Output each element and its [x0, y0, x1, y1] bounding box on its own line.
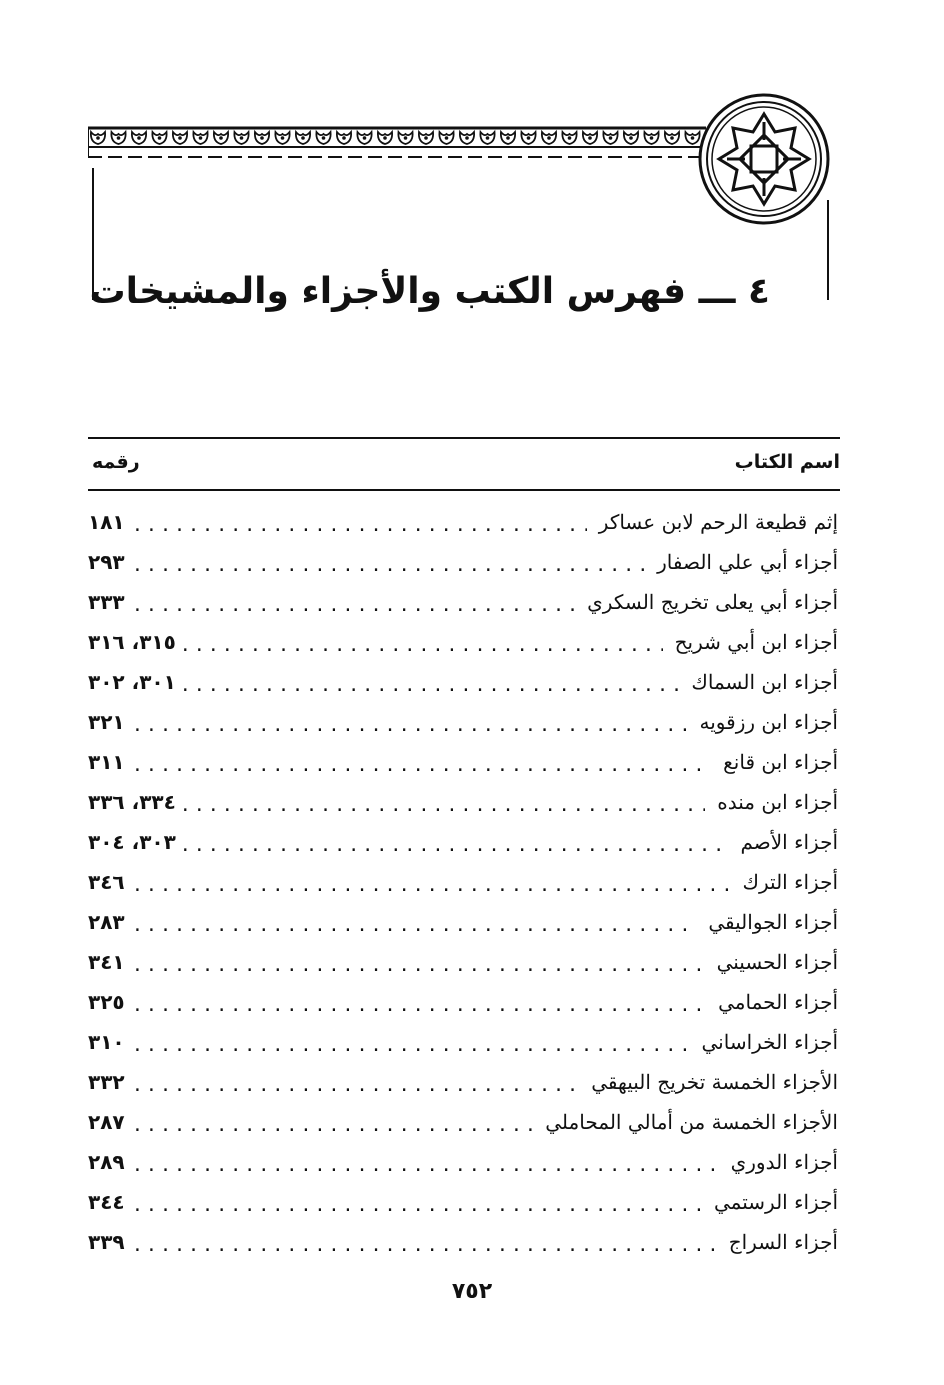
index-row: [88, 942, 838, 982]
floral-motif: [275, 132, 289, 144]
leader-dots: [180, 782, 705, 822]
floral-motif: [173, 132, 187, 144]
floral-motif: [501, 132, 515, 144]
index-row: [88, 1142, 838, 1182]
column-header-number: رقمه: [92, 451, 140, 473]
floral-motif: [193, 132, 207, 144]
table-top-rule: [88, 437, 840, 439]
book-name: أجزاء الأصم: [740, 830, 838, 854]
index-row: [88, 1222, 838, 1262]
index-row: [88, 1022, 838, 1062]
floral-motif: [255, 132, 269, 144]
book-name: أجزاء الترك: [742, 870, 838, 894]
floral-border-ornament: [88, 126, 706, 160]
floral-motif: [665, 132, 679, 144]
leader-dots: [132, 702, 688, 742]
book-number: ٣٣٢: [88, 1070, 125, 1094]
floral-motif: [624, 132, 638, 144]
book-name: الأجزاء الخمسة من أمالي المحاملي: [545, 1110, 838, 1134]
book-name: الأجزاء الخمسة تخريج البيهقي: [591, 1070, 838, 1094]
book-number: ٣٠١، ٣٠٢: [88, 670, 176, 694]
book-number: ٣٣٤، ٣٣٦: [88, 790, 176, 814]
index-row: [88, 502, 838, 542]
book-name: أجزاء الجواليقي: [708, 910, 838, 934]
page-number: ٧٥٢: [451, 1279, 493, 1304]
leader-dots: [180, 822, 729, 862]
floral-motif: [337, 132, 351, 144]
book-name: أجزاء أبي علي الصفار: [657, 550, 838, 574]
floral-motif: [152, 132, 166, 144]
floral-motif: [214, 132, 228, 144]
leader-dots: [132, 942, 705, 982]
geometric-star-ornament-icon: [697, 92, 831, 226]
leader-dots: [132, 862, 731, 902]
index-row: [88, 542, 838, 582]
index-row: [88, 982, 838, 1022]
floral-motif: [91, 132, 105, 144]
floral-motif: [111, 132, 125, 144]
leader-dots: [180, 622, 663, 662]
book-number: ٣١٠: [88, 1030, 125, 1054]
book-name: أجزاء أبي يعلى تخريج السكري: [587, 590, 838, 614]
book-name: أجزاء ابن قانع: [723, 750, 838, 774]
index-row: [88, 662, 838, 702]
book-name: أجزاء ابن أبي شريح: [674, 630, 838, 654]
leader-dots: [132, 542, 645, 582]
book-number: ٣١١: [88, 750, 125, 774]
floral-motif: [583, 132, 597, 144]
floral-motif: [480, 132, 494, 144]
leader-dots: [132, 1222, 717, 1262]
floral-motif: [439, 132, 453, 144]
index-row: [88, 1102, 838, 1142]
book-number: ٣٢٥: [88, 990, 125, 1014]
floral-motif: [234, 132, 248, 144]
floral-motif: [521, 132, 535, 144]
table-header-rule: [88, 489, 840, 491]
book-number: ٣٢١: [88, 710, 125, 734]
floral-motif: [460, 132, 474, 144]
book-number: ٢٨٧: [88, 1110, 125, 1134]
book-name: أجزاء الحسيني: [716, 950, 838, 974]
book-name: أجزاء الرستمي: [714, 1190, 838, 1214]
floral-motif: [562, 132, 576, 144]
leader-dots: [132, 1062, 579, 1102]
floral-motif: [316, 132, 330, 144]
floral-motif: [644, 132, 658, 144]
book-name: إثم قطيعة الرحم لابن عساكر: [598, 510, 838, 534]
leader-dots: [132, 982, 706, 1022]
book-number: ١٨١: [88, 510, 125, 534]
column-header-book-name: اسم الكتاب: [734, 451, 840, 473]
floral-motif: [357, 132, 371, 144]
index-row: [88, 702, 838, 742]
frame-right-line: [827, 200, 829, 300]
leader-dots: [132, 1142, 719, 1182]
book-name: أجزاء السراج: [728, 1230, 838, 1254]
book-number: ٢٩٣: [88, 550, 125, 574]
leader-dots: [132, 1102, 533, 1142]
book-name: أجزاء ابن السماك: [691, 670, 838, 694]
floral-motif: [419, 132, 433, 144]
book-name: أجزاء الخراساني: [701, 1030, 838, 1054]
index-row: [88, 862, 838, 902]
book-name: أجزاء الحمامي: [718, 990, 838, 1014]
leader-dots: [132, 742, 711, 782]
page-title: ٤ ـــ فهرس الكتب والأجزاء والمشيخات: [89, 271, 770, 312]
book-name: أجزاء الدوري: [730, 1150, 838, 1174]
index-row: [88, 822, 838, 862]
index-row: [88, 742, 838, 782]
index-row: [88, 622, 838, 662]
book-number: ٢٨٩: [88, 1150, 125, 1174]
index-row: [88, 1182, 838, 1222]
book-number: ٣٤١: [88, 950, 125, 974]
book-name: أجزاء ابن رزقويه: [699, 710, 838, 734]
index-row: [88, 582, 838, 622]
book-number: ٣٤٦: [88, 870, 125, 894]
book-number: ٣٤٤: [88, 1190, 125, 1214]
book-number: ٣١٥، ٣١٦: [88, 630, 176, 654]
leader-dots: [132, 1022, 689, 1062]
book-name: أجزاء ابن منده: [717, 790, 838, 814]
leader-dots: [132, 1182, 702, 1222]
floral-motif: [398, 132, 412, 144]
leader-dots: [180, 662, 680, 702]
floral-motif: [132, 132, 146, 144]
leader-dots: [132, 502, 587, 542]
leader-dots: [132, 582, 575, 622]
leader-dots: [132, 902, 696, 942]
index-row: [88, 1062, 838, 1102]
floral-motif: [378, 132, 392, 144]
book-number: ٣٣٣: [88, 590, 125, 614]
book-number: ٢٨٣: [88, 910, 125, 934]
floral-motif: [542, 132, 556, 144]
book-number: ٣٣٩: [88, 1230, 125, 1254]
floral-motif: [603, 132, 617, 144]
index-row: [88, 902, 838, 942]
book-number: ٣٠٣، ٣٠٤: [88, 830, 176, 854]
floral-motif: [296, 132, 310, 144]
index-row: [88, 782, 838, 822]
